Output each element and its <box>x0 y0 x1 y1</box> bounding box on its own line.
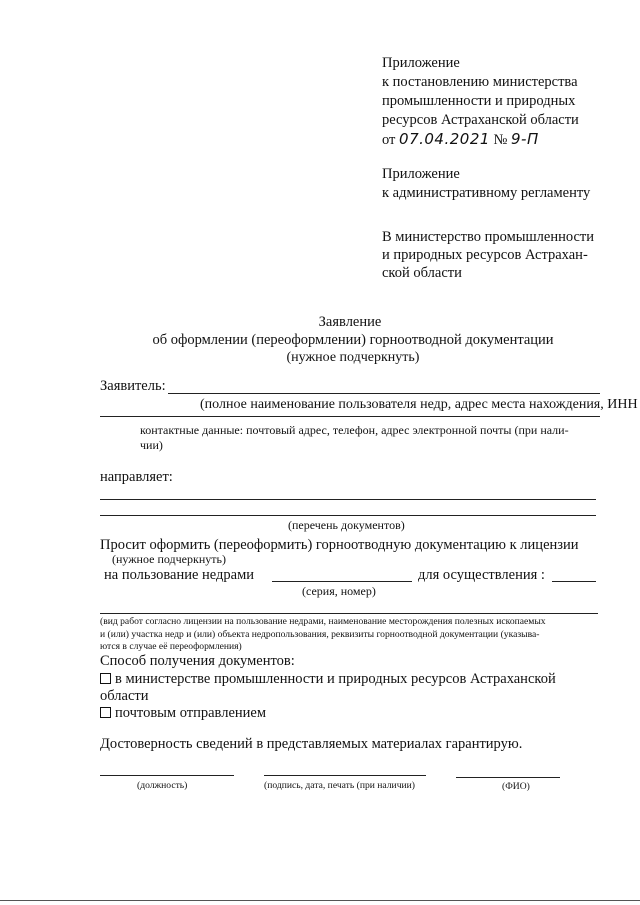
option-ministry[interactable] <box>100 670 556 689</box>
addressee-line1: В министерство промышленности <box>382 229 595 245</box>
applicant-name-line <box>168 393 600 394</box>
request-line1: Просит оформить (переоформить) горноотводную документацию к лицензии <box>100 537 579 553</box>
position-line <box>100 775 234 776</box>
documents-line2 <box>100 515 596 516</box>
annex-decree-line2: к постановлению министерства <box>382 74 578 90</box>
option-ministry-label2: области <box>100 688 149 704</box>
works-hint2: и (или) участка недр и (или) объекта недропользования, реквизиты горноотводной документации (указыва- <box>100 629 540 640</box>
applicant-label: Заявитель: <box>100 378 166 394</box>
applicant-contacts-line <box>100 416 600 417</box>
option-post[interactable] <box>100 704 266 723</box>
date-prefix: от <box>382 132 396 148</box>
sends-label: направляет: <box>100 469 173 485</box>
post-checkbox[interactable] <box>100 707 111 718</box>
applicant-hint2a: контактные данные: почтовый адрес, телефон, адрес электронной почты (при нали- <box>140 423 569 437</box>
applicant-hint2b: чии) <box>140 438 163 452</box>
annex-reglament-line2: к административному регламенту <box>382 185 591 201</box>
annex-reglament-line1: Приложение <box>382 166 460 182</box>
option-ministry-label: в министерстве промышленности и природных ресурсов Астраханской <box>115 671 556 687</box>
annex-decree-line4: ресурсов Астраханской области <box>382 112 579 128</box>
applicant-hint1: (полное наименование пользователя недр, адрес места нахождения, ИНН <box>200 397 638 412</box>
addressee-line3: ской области <box>382 265 462 281</box>
fio-caption: (ФИО) <box>502 781 530 792</box>
heading-note: (нужное подчеркнуть) <box>286 350 420 365</box>
document-title: Заявление <box>318 314 382 330</box>
method-label: Способ получения документов: <box>100 653 295 669</box>
annex-decree-line3: промышленности и природных <box>382 93 576 109</box>
position-caption: (должность) <box>137 780 188 791</box>
request-line2b: для осуществления : <box>418 567 545 583</box>
works-hint3: ются в случае её переоформления) <box>100 641 242 652</box>
license-number-line <box>272 581 412 582</box>
guarantee-statement: Достоверность сведений в представляемых материалах гарантирую. <box>100 736 523 752</box>
sends-hint: (перечень документов) <box>288 518 405 532</box>
request-line2a: на пользование недрами <box>104 567 255 583</box>
request-note: (нужное подчеркнуть) <box>112 552 226 566</box>
document-subtitle: об оформлении (переоформлении) горноотводной документации <box>152 332 554 348</box>
purpose-line <box>552 581 596 582</box>
number-prefix: № <box>493 132 508 148</box>
signature-line <box>264 775 426 776</box>
handwritten-number: 9-П <box>511 130 539 148</box>
addressee-line2: и природных ресурсов Астрахан- <box>382 247 588 263</box>
annex-decree-date-line <box>382 130 539 150</box>
signature-caption: (подпись, дата, печать (при наличии) <box>264 780 415 791</box>
handwritten-date: 07.04.2021 <box>399 130 490 148</box>
works-line <box>100 613 598 614</box>
documents-line1 <box>100 499 596 500</box>
ministry-checkbox[interactable] <box>100 673 111 684</box>
fio-line <box>456 777 560 778</box>
annex-decree-line1: Приложение <box>382 55 460 71</box>
works-hint1: (вид работ согласно лицензии на пользование недрами, наименование месторождения полезных ископаемых <box>100 616 546 627</box>
scan-edge <box>0 900 640 901</box>
series-hint: (серия, номер) <box>302 584 376 598</box>
option-post-label: почтовым отправлением <box>115 705 267 721</box>
